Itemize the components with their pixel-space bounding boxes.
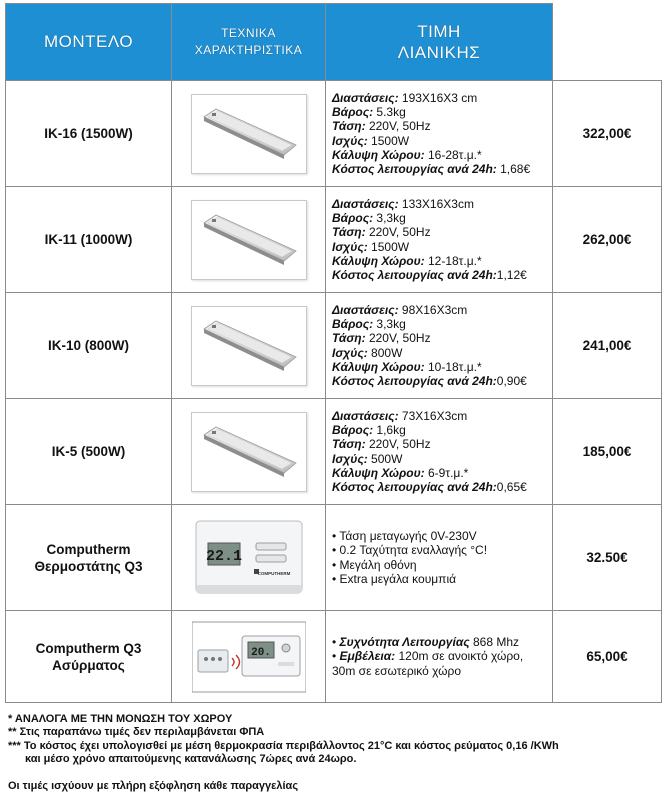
spec-label: Τάση:	[332, 331, 366, 346]
spec-label: Διαστάσεις:	[332, 302, 399, 317]
heater-photo	[191, 412, 307, 492]
price-value: 262,00€	[582, 232, 632, 247]
specs-cell	[326, 81, 553, 187]
spec-value: 1500W	[367, 239, 410, 254]
spec-label: Βάρος:	[332, 422, 374, 437]
footnote-n3a: *** Το κόστος έχει υπολογισθεί με μέση θερμοκρασία περιβάλλοντος 21°C και κόστος ρεύματος 0,16 /KWh	[8, 740, 559, 752]
model-name: IK-16 (1500W)	[44, 126, 133, 141]
model-name-line1: Computherm	[46, 541, 131, 557]
model-name: IK-5 (500W)	[51, 444, 126, 459]
spec-value: 0,90€	[496, 374, 527, 389]
spec-line-dim	[332, 409, 552, 423]
heater-photo	[191, 94, 307, 174]
spec-line-coverage	[332, 360, 552, 374]
spec-label: Τάση:	[332, 119, 366, 134]
price-cell	[553, 81, 662, 187]
price-cell	[553, 611, 662, 703]
spec-value: 3,3kg	[373, 316, 406, 331]
heater-image	[192, 307, 306, 385]
spec-label: Ισχύς:	[332, 239, 368, 254]
spec-value: 12-18τ.μ.*	[424, 253, 482, 268]
header-specs	[172, 4, 326, 81]
spec-line-voltage	[332, 119, 552, 133]
spec-label: Κόστος λειτουργίας ανά 24h:	[332, 268, 497, 283]
wireless-photo	[192, 618, 306, 696]
model-name-line2: Ασύρματος	[52, 657, 125, 673]
spec-line-power	[332, 346, 552, 360]
spec-value: 1,12€	[496, 268, 527, 283]
freq-label: Συχνότητα Λειτουργίας	[339, 635, 470, 650]
image-cell	[172, 611, 326, 703]
spec-label: Κόστος λειτουργίας ανά 24h:	[332, 480, 497, 495]
spec-line-voltage	[332, 331, 552, 345]
heater-image	[192, 95, 306, 173]
specs-cell	[326, 187, 553, 293]
spec-line-voltage	[332, 225, 552, 239]
price-cell	[553, 293, 662, 399]
thermostat-photo	[192, 519, 306, 597]
spec-line-coverage	[332, 466, 552, 480]
spec-line-dim	[332, 303, 552, 317]
price-cell	[553, 399, 662, 505]
spec-label: Κάλυψη Χώρου:	[332, 465, 425, 480]
table-row	[6, 293, 662, 399]
spec-line-weight	[332, 423, 552, 437]
thermostat-brand-text: COMPUTHERM	[257, 570, 290, 576]
spec-value: 220V, 50Hz	[365, 225, 431, 240]
model-name: IK-11 (1000W)	[44, 232, 133, 247]
spec-value: 10-18τ.μ.*	[424, 359, 482, 374]
spec-line-power	[332, 240, 552, 254]
model-cell	[6, 505, 172, 611]
image-cell	[172, 505, 326, 611]
price-value: 322,00€	[582, 126, 632, 141]
footnote-n3b: και μέσο χρόνο απαιτούμενης κατανάλωσης 7ώρες ανά 24ωρο.	[25, 753, 357, 765]
spec-label: Βάρος:	[332, 316, 374, 331]
wireless-display-text: 20.	[250, 646, 271, 659]
specs-cell	[326, 611, 553, 703]
spec-value: 73X16X3cm	[398, 408, 468, 423]
model-cell	[6, 611, 172, 703]
table-row	[6, 505, 662, 611]
spec-value: 500W	[367, 451, 403, 466]
spec-label: Διαστάσεις:	[332, 196, 399, 211]
header-price-line1: ΤΙΜΗ	[417, 22, 461, 41]
footnote-n2: ** Στις παραπάνω τιμές δεν περιλαμβάνεται ΦΠΑ	[8, 726, 265, 738]
spec-value: 193X16X3 cm	[398, 90, 478, 105]
spec-value: 6-9τ.μ.*	[424, 465, 469, 480]
bullet-text: Extra μεγάλα κουμπιά	[339, 571, 457, 586]
spec-label: Βάρος:	[332, 104, 374, 119]
spec-label: Κάλυψη Χώρου:	[332, 253, 425, 268]
footnote-n1: * ΑΝΑΛΟΓΑ ΜΕ ΤΗΝ ΜΟΝΩΣΗ ΤΟΥ ΧΩΡΟΥ	[8, 713, 233, 725]
bullet-continuation: 30m σε εσωτερικό χώρο	[332, 663, 462, 678]
header-price	[326, 4, 553, 81]
spec-line-coverage	[332, 254, 552, 268]
price-table	[5, 3, 662, 703]
spec-line-cost	[332, 374, 552, 388]
spec-label: Κόστος λειτουργίας ανά 24h:	[332, 162, 497, 177]
price-value: 32.50€	[586, 550, 628, 565]
footnote-n4: Οι τιμές ισχύουν με πλήρη εξόφληση κάθε παραγγελίας	[8, 780, 299, 792]
table-header-row	[6, 4, 662, 81]
spec-label: Ισχύς:	[332, 451, 368, 466]
spec-label: Κάλυψη Χώρου:	[332, 147, 425, 162]
spec-line-coverage	[332, 148, 552, 162]
spec-label: Ισχύς:	[332, 345, 368, 360]
spec-value: 5.3kg	[373, 104, 406, 119]
model-name-line2: Θερμοστάτης Q3	[34, 558, 143, 574]
spec-value: 1500W	[367, 133, 410, 148]
model-name: IK-10 (800W)	[47, 338, 130, 353]
price-value: 65,00€	[586, 649, 628, 664]
image-cell	[172, 399, 326, 505]
bullet-text: Μεγάλη οθόνη	[339, 557, 417, 572]
header-price-line2: ΛΙΑΝΙΚΗΣ	[397, 43, 481, 62]
spec-line-cost	[332, 268, 552, 282]
specs-cell	[326, 505, 553, 611]
header-specs-line2: ΧΑΡΑΚΤΗΡΙΣΤΙΚΑ	[194, 43, 303, 57]
spec-label: Διαστάσεις:	[332, 90, 399, 105]
spec-line-cost	[332, 480, 552, 494]
table-row	[6, 611, 662, 703]
header-specs-line1: ΤΕΧΝΙΚΑ	[221, 26, 276, 40]
spec-label: Κάλυψη Χώρου:	[332, 359, 425, 374]
thermostat-image	[192, 519, 306, 597]
spec-value: 220V, 50Hz	[365, 119, 431, 134]
spec-value: 220V, 50Hz	[365, 437, 431, 452]
spec-value: 133X16X3cm	[398, 196, 474, 211]
model-cell	[6, 293, 172, 399]
model-cell	[6, 399, 172, 505]
spec-label: Τάση:	[332, 225, 366, 240]
spec-value: 98X16X3cm	[398, 302, 468, 317]
specs-cell	[326, 293, 553, 399]
table-row	[6, 399, 662, 505]
price-value: 241,00€	[582, 338, 632, 353]
spec-label: Βάρος:	[332, 210, 374, 225]
thermostat-display-text: 22.1	[205, 547, 242, 565]
spec-line-dim	[332, 91, 552, 105]
model-name-line1: Computherm Q3	[35, 640, 142, 656]
model-cell	[6, 187, 172, 293]
spec-label: Τάση:	[332, 437, 366, 452]
bullet-item: • Εμβέλεια: 120m σε ανοικτό χώρο,	[332, 649, 524, 664]
table-row	[6, 81, 662, 187]
price-cell	[553, 187, 662, 293]
bullet-item: • Τάση μεταγωγής 0V-230V	[332, 528, 477, 543]
price-cell	[553, 505, 662, 611]
freq-value: 868 Mhz	[469, 635, 520, 650]
range-label: Εμβέλεια:	[339, 649, 396, 664]
wireless-thermostat-image	[192, 618, 306, 696]
spec-label: Διαστάσεις:	[332, 408, 399, 423]
spec-line-power	[332, 452, 552, 466]
spec-value: 0,65€	[496, 480, 527, 495]
spec-line-power	[332, 134, 552, 148]
heater-image	[192, 413, 306, 491]
spec-line-weight	[332, 105, 552, 119]
table-row	[6, 187, 662, 293]
spec-value: 800W	[367, 345, 403, 360]
price-value: 185,00€	[582, 444, 632, 459]
image-cell	[172, 187, 326, 293]
bullet-text: Τάση μεταγωγής 0V-230V	[339, 528, 477, 543]
bullet-item: • Extra μεγάλα κουμπιά	[332, 571, 457, 586]
header-model-label: ΜΟΝΤΕΛΟ	[43, 32, 134, 51]
bullet-item: • Μεγάλη οθόνη	[332, 557, 417, 572]
spec-line-voltage	[332, 437, 552, 451]
image-cell	[172, 81, 326, 187]
spec-value: 3,3kg	[373, 210, 406, 225]
range-value: 120m σε ανοικτό χώρο,	[395, 649, 524, 664]
bullet-item: • Συχνότητα Λειτουργίας 868 Mhz	[332, 635, 520, 650]
spec-line-weight	[332, 317, 552, 331]
model-cell	[6, 81, 172, 187]
spec-value: 1,6kg	[373, 422, 406, 437]
heater-photo	[191, 200, 307, 280]
specs-cell	[326, 399, 553, 505]
spec-value: 220V, 50Hz	[365, 331, 431, 346]
bullet-text: 0.2 Ταχύτητα εναλλαγής °C!	[339, 543, 488, 558]
heater-photo	[191, 306, 307, 386]
spec-line-weight	[332, 211, 552, 225]
spec-label: Κόστος λειτουργίας ανά 24h:	[332, 374, 497, 389]
bullet-item: • 0.2 Ταχύτητα εναλλαγής °C!	[332, 543, 488, 558]
image-cell	[172, 293, 326, 399]
spec-value: 1,68€	[496, 162, 531, 177]
spec-line-dim	[332, 197, 552, 211]
spec-label: Ισχύς:	[332, 133, 368, 148]
heater-image	[192, 201, 306, 279]
header-model	[6, 4, 172, 81]
spec-line-cost	[332, 162, 552, 176]
spec-value: 16-28τ.μ.*	[424, 147, 482, 162]
